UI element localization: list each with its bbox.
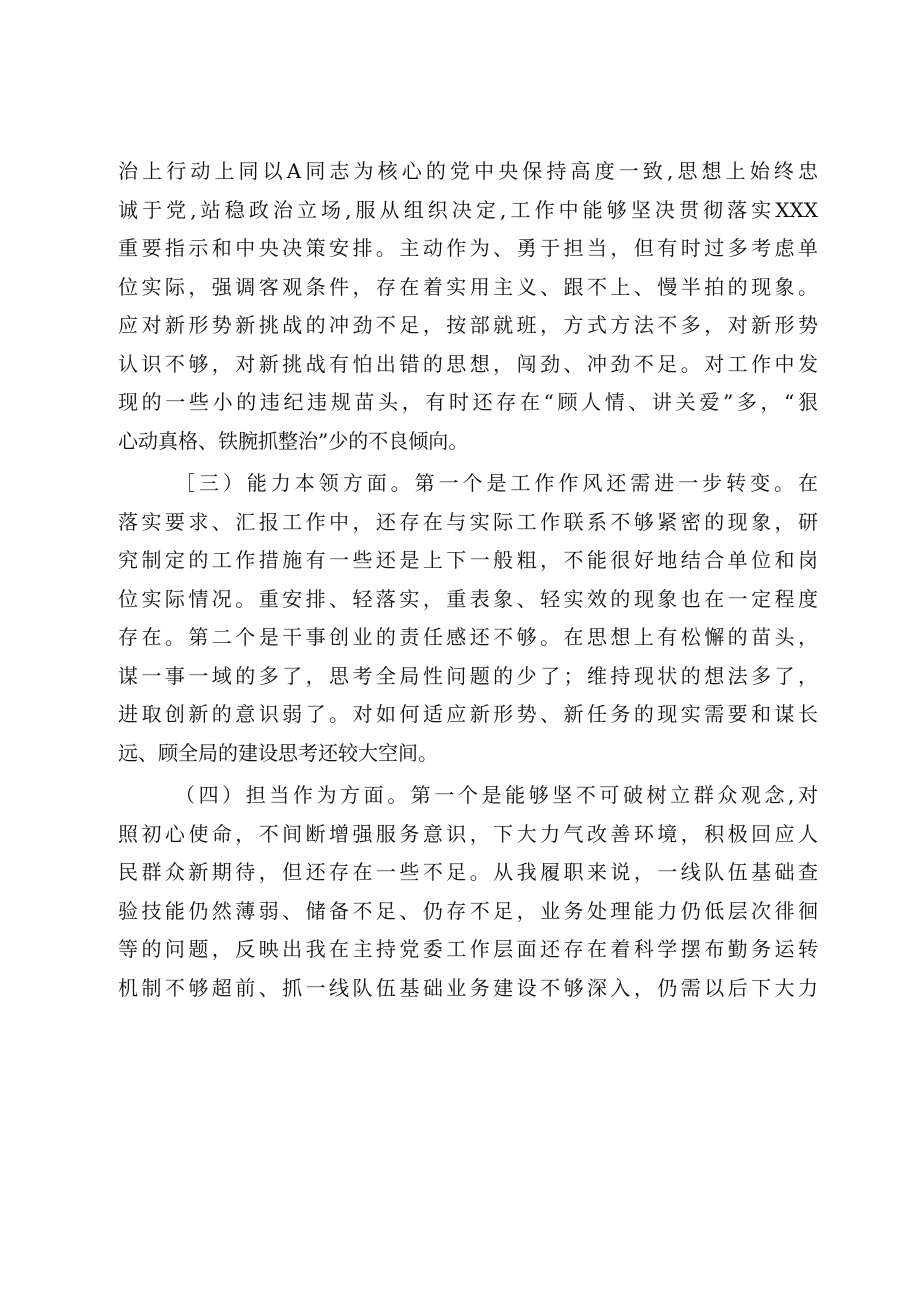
paragraph-line: 位实际，强调客观条件，存在着实用主义、跟不上、慢半拍的现象。 (118, 274, 818, 299)
paragraph-line: 究制定的工作措施有一些还是上下一般粗，不能很好地结合单位和岗 (118, 548, 818, 572)
paragraph-line: 谋一事一域的多了，思考全局性问题的少了；维持现状的想法多了， (118, 663, 818, 688)
paragraph-line: 应对新形势新挑战的冲劲不足，按部就班，方式方法不多，对新形势 (118, 313, 818, 337)
paragraph-line: 进取创新的意识弱了。对如何适应新形势、新任务的现实需要和谋长 (118, 702, 818, 726)
paragraph-line: 等的问题，反映出我在主持党委工作层面还存在着科学摆布勤务运转 (118, 937, 818, 961)
paragraph-line: 现的一些小的违纪违规苗头，有时还存在“顾人情、讲关爱”多，“狠 (118, 390, 818, 414)
section-heading-line: （四）担当作为方面。第一个是能够坚不可破树立群众观念,对 (175, 783, 818, 807)
paragraph-line: 落实要求、汇报工作中，还存在与实际工作联系不够紧密的现象，研 (118, 509, 818, 534)
paragraph-line: 心动真格、铁腕抓整治”少的不良倾向。 (118, 428, 469, 453)
paragraph-political (118, 152, 818, 460)
paragraph-line: 民群众新期待，但还存在一些不足。从我履职来说，一线队伍基础查 (118, 860, 818, 884)
section-heading-line: ［三）能力本领方面。第一个是工作作风还需进一步转变。在 (175, 471, 818, 495)
paragraph-responsibility (118, 776, 818, 1007)
paragraph-line: 照初心使命，不间断增强服务意识，下大力气改善环境，积极回应人 (118, 821, 818, 846)
document-body (118, 152, 818, 1007)
paragraph-line: 诚于党,站稳政治立场,服从组织决定,工作中能够坚决贯彻落实XXX (118, 197, 818, 222)
paragraph-line: 认识不够，对新挑战有怕出错的思想，闯劲、冲劲不足。对工作中发 (118, 351, 818, 376)
paragraph-line: 远、顾全局的建设思考还较大空间。 (118, 740, 438, 765)
paragraph-line: 位实际情况。重安排、轻落实，重表象、轻实效的现象也在一定程度 (118, 586, 818, 611)
paragraph-line: 重要指示和中央决策安排。主动作为、勇于担当，但有时过多考虑单 (118, 236, 818, 260)
paragraph-line: 治上行动上同以A同志为核心的党中央保持高度一致,思想上始终忠 (118, 159, 818, 183)
paragraph-line: 机制不够超前、抓一线队伍基础业务建设不够深入，仍需以后下大力 (118, 975, 818, 1000)
paragraph-line: 存在。第二个是干事创业的责任感还不够。在思想上有松懈的苗头， (118, 625, 818, 649)
paragraph-ability (118, 464, 818, 772)
paragraph-line: 验技能仍然薄弱、储备不足、仍存不足，业务处理能力仍低层次徘徊 (118, 898, 818, 923)
